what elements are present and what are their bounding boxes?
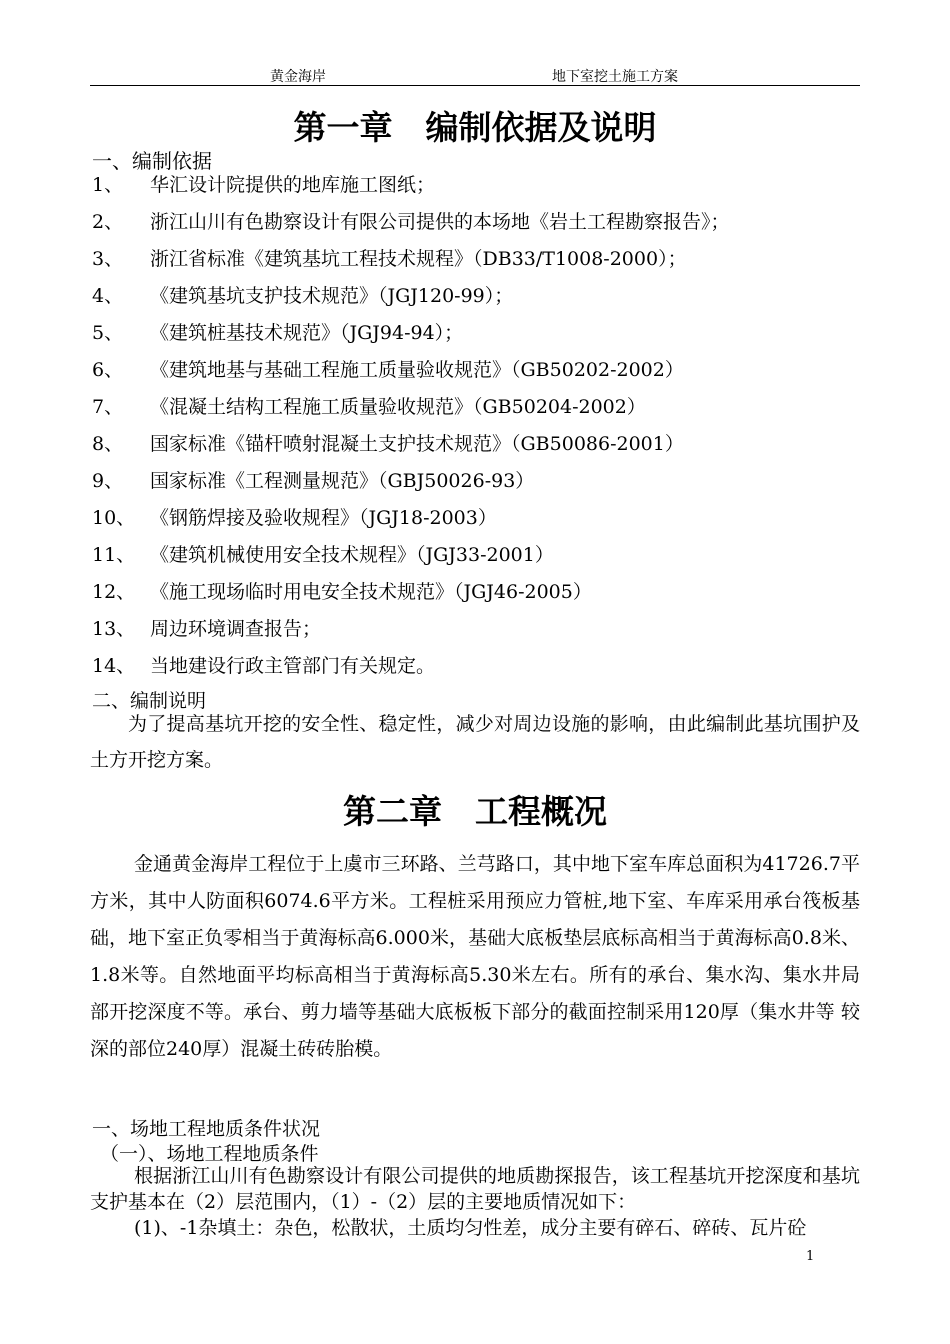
- basis-item-number: 3、: [92, 248, 124, 270]
- header-project-name: 黄金海岸: [270, 69, 326, 85]
- chapter1-title: 第一章 编制依据及说明: [293, 108, 657, 147]
- basis-item-number: 1、: [92, 174, 124, 196]
- section-notes-body: 为了提高基坑开挖的安全性、稳定性，减少对周边设施的影响，由此编制此基坑围护及土方开挖方案。: [90, 713, 860, 771]
- basis-item-text: 华汇设计院提供的地库施工图纸；: [150, 174, 436, 196]
- basis-item-number: 9、: [92, 470, 124, 492]
- basis-item-text: 国家标准《锚杆喷射混凝土支护技术规范》（GB50086-2001）: [150, 433, 684, 455]
- geology-heading: 一、场地工程地质条件状况: [92, 1118, 321, 1140]
- project-overview-paragraph: 金通黄金海岸工程位于上虞市三环路、兰芎路口，其中地下室车库总面积为41726.7平方米，其中人防面积6074.6平方米。工程桩采用预应力管桩,地下室、车库采用承台筏板基础，地下室正负零相当于黄海标高6.000米，基础大底板垫层底标高相当于黄海标高0.8米、1.8米等。自然地面平均标高相当于黄海标高5.30米左右。所有的承台、集水沟、集水井局部开挖深度不等。承台、剪力墙等基础大底板板下部分的截面控制采用120厚（集水井等 较深的部位240厚）混凝土砖砖胎模。: [90, 853, 860, 1060]
- basis-item-number: 6、: [92, 359, 124, 381]
- basis-item-text: 《建筑地基与基础工程施工质量验收规范》（GB50202-2002）: [150, 359, 684, 381]
- basis-item-text: 《混凝土结构工程施工质量验收规范》（GB50204-2002）: [150, 396, 646, 418]
- basis-item-number: 8、: [92, 433, 124, 455]
- basis-item-number: 2、: [92, 211, 124, 233]
- basis-item-number: 10、: [92, 507, 136, 529]
- geology-subheading: （一）、场地工程地质条件: [100, 1143, 319, 1165]
- basis-item-number: 13、: [92, 618, 136, 640]
- basis-item-text: 《建筑基坑支护技术规范》（JGJ120-99）；: [150, 285, 514, 307]
- basis-item-text: 浙江省标准《建筑基坑工程技术规程》（DB33/T1008-2000）；: [150, 248, 687, 270]
- basis-item-number: 4、: [92, 285, 124, 307]
- section-notes-heading: 二、编制说明: [92, 690, 207, 712]
- basis-item-number: 11、: [92, 544, 136, 566]
- basis-item-number: 14、: [92, 655, 136, 677]
- basis-item-text: 《建筑桩基技术规范》（JGJ94-94）；: [150, 322, 464, 344]
- geology-item-1: (1)、-1杂填土：杂色，松散状，土质均匀性差，成分主要有碎石、碎砖、瓦片砼: [134, 1217, 807, 1239]
- header-divider: [90, 85, 860, 86]
- basis-item-number: 7、: [92, 396, 124, 418]
- page-number: 1: [806, 1249, 815, 1264]
- basis-item-text: 《建筑机械使用安全技术规程》（JGJ33-2001）: [150, 544, 554, 566]
- basis-item-text: 当地建设行政主管部门有关规定。: [150, 655, 436, 677]
- basis-item-number: 5、: [92, 322, 124, 344]
- page-header: [0, 64, 950, 84]
- section-basis-heading: 一、编制依据: [92, 149, 212, 173]
- basis-item-number: 12、: [92, 581, 136, 603]
- basis-item-text: 浙江山川有色勘察设计有限公司提供的本场地《岩土工程勘察报告》；: [150, 211, 730, 233]
- header-document-title: 地下室挖土施工方案: [552, 69, 678, 85]
- basis-item-text: 国家标准《工程测量规范》（GBJ50026-93）: [150, 470, 535, 492]
- basis-item-text: 《钢筋焊接及验收规程》（JGJ18-2003）: [150, 507, 497, 529]
- geology-body: 根据浙江山川有色勘察设计有限公司提供的地质勘探报告，该工程基坑开挖深度和基坑支护基本在（2）层范围内，（1）-（2）层的主要地质情况如下：: [90, 1165, 860, 1213]
- basis-item-text: 周边环境调查报告；: [150, 618, 322, 640]
- basis-item-text: 《施工现场临时用电安全技术规范》（JGJ46-2005）: [150, 581, 592, 603]
- chapter2-title: 第二章 工程概况: [343, 792, 607, 831]
